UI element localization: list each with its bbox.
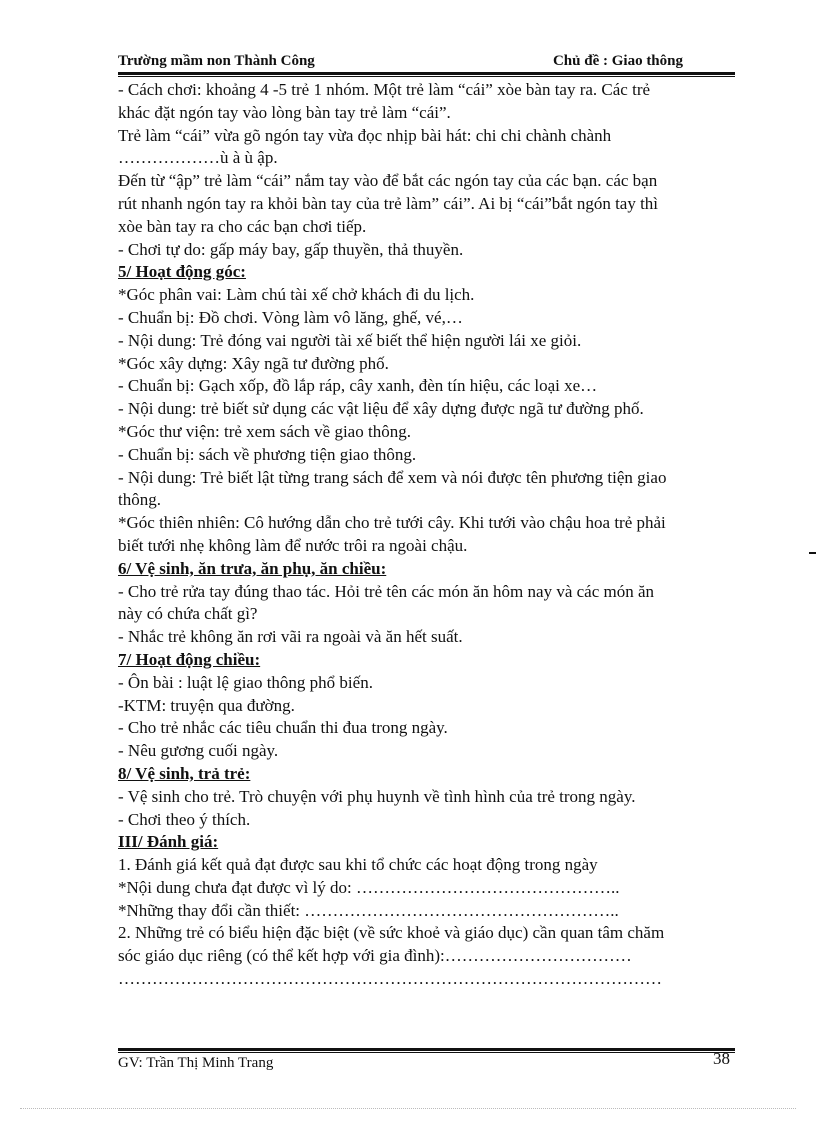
body-line: *Góc thiên nhiên: Cô hướng dẫn cho trẻ tưới cây. Khi tưới vào chậu hoa trẻ phải	[118, 513, 666, 533]
body-line: - Chuẩn bị: Gạch xốp, đồ lắp ráp, cây xanh, đèn tín hiệu, các loại xe…	[118, 376, 598, 396]
body-line: khác đặt ngón tay vào lòng bàn tay trẻ làm “cái”.	[118, 102, 451, 122]
body-line: - Chơi tự do: gấp máy bay, gấp thuyền, thả thuyền.	[118, 239, 464, 259]
topic-label: Chủ đề : Giao thông	[552, 53, 683, 69]
body-line: xòe bàn tay ra cho các bạn chơi tiếp.	[118, 216, 367, 236]
body-line: *Nội dung chưa đạt được vì lý do: ………………………………………..	[118, 877, 620, 897]
body-line: - Nhắc trẻ không ăn rơi vãi ra ngoài và ăn hết suất.	[118, 627, 463, 647]
body-line: - Ôn bài : luật lệ giao thông phổ biến.	[118, 672, 373, 692]
body-line: Trẻ làm “cái” vừa gõ ngón tay vừa đọc nhịp bài hát: chi chi chành chành	[118, 125, 612, 145]
document-body	[118, 79, 728, 991]
body-line: *Những thay đổi cần thiết: ………………………………………………..	[118, 900, 619, 920]
page-edge-dots	[20, 1108, 796, 1109]
body-line: - Chuẩn bị: sách về phương tiện giao thông.	[118, 444, 417, 464]
body-line: ………………ù à ù ập.	[118, 148, 278, 168]
body-line: - Chuẩn bị: Đồ chơi. Vòng làm vô lăng, ghế, vé,…	[118, 307, 463, 327]
body-line: - Cho trẻ nhắc các tiêu chuẩn thi đua trong ngày.	[118, 718, 448, 738]
margin-mark	[809, 552, 816, 554]
footer-rule	[118, 1048, 735, 1051]
section-heading: III/ Đánh giá:	[118, 832, 219, 852]
body-line: *Góc xây dựng: Xây ngã tư đường phố.	[118, 353, 389, 373]
body-line: - Vệ sinh cho trẻ. Trò chuyện với phụ huynh về tình hình của trẻ trong ngày.	[118, 786, 636, 806]
body-line: này có chứa chất gì?	[118, 604, 258, 624]
header-rule-thin	[118, 76, 735, 77]
body-line: - Cách chơi: khoảng 4 -5 trẻ 1 nhóm. Một trẻ làm “cái” xòe bàn tay ra. Các trẻ	[118, 80, 651, 99]
body-line: Đến từ “ập” trẻ làm “cái” nắm tay vào để bắt các ngón tay của các bạn. các bạn	[118, 171, 658, 191]
body-line: *Góc phân vai: Làm chú tài xế chở khách đi du lịch.	[118, 285, 475, 305]
section-heading: 6/ Vệ sinh, ăn trưa, ăn phụ, ăn chiều:	[118, 558, 387, 578]
body-line: sóc giáo dục riêng (có thể kết hợp với gia đình):……………………………	[118, 946, 632, 966]
footer-rule-thin	[118, 1052, 735, 1053]
body-line: - Nội dung: trẻ biết sử dụng các vật liệu để xây dựng được ngã tư đường phố.	[118, 399, 644, 419]
body-line: - Nêu gương cuối ngày.	[118, 741, 279, 761]
body-line: -KTM: truyện qua đường.	[118, 695, 295, 715]
body-line: - Nội dung: Trẻ đóng vai người tài xế biết thể hiện người lái xe giỏi.	[118, 330, 582, 350]
header-rule	[118, 72, 735, 75]
page-number: 38	[713, 1049, 730, 1068]
body-line: ……………………………………………………………………………………	[118, 969, 662, 989]
school-name: Trường mầm non Thành Công	[118, 53, 315, 69]
teacher-name: GV: Trần Thị Minh Trang	[118, 1055, 274, 1071]
body-line: - Cho trẻ rửa tay đúng thao tác. Hỏi trẻ tên các món ăn hôm nay và các món ăn	[118, 581, 655, 601]
body-line: *Góc thư viện: trẻ xem sách về giao thông.	[118, 421, 411, 441]
body-line: biết tưới nhẹ không làm để nước trôi ra ngoài chậu.	[118, 535, 468, 555]
body-line: - Nội dung: Trẻ biết lật từng trang sách để xem và nói được tên phương tiện giao	[118, 467, 667, 487]
body-line: 2. Những trẻ có biểu hiện đặc biệt (về sức khoẻ và giáo dục) cần quan tâm chăm	[118, 923, 665, 943]
body-line: thông.	[118, 490, 161, 510]
section-heading: 7/ Hoạt động chiều:	[118, 649, 261, 669]
page-header	[118, 53, 735, 73]
section-heading: 5/ Hoạt động góc:	[118, 262, 246, 282]
body-line: 1. Đánh giá kết quả đạt được sau khi tổ chức các hoạt động trong ngày	[118, 855, 598, 875]
section-heading: 8/ Vệ sinh, trả trẻ:	[118, 763, 251, 783]
body-line: - Chơi theo ý thích.	[118, 809, 251, 829]
body-line: rút nhanh ngón tay ra khỏi bàn tay của trẻ làm” cái”. Ai bị “cái”bắt ngón tay thì	[118, 193, 659, 213]
